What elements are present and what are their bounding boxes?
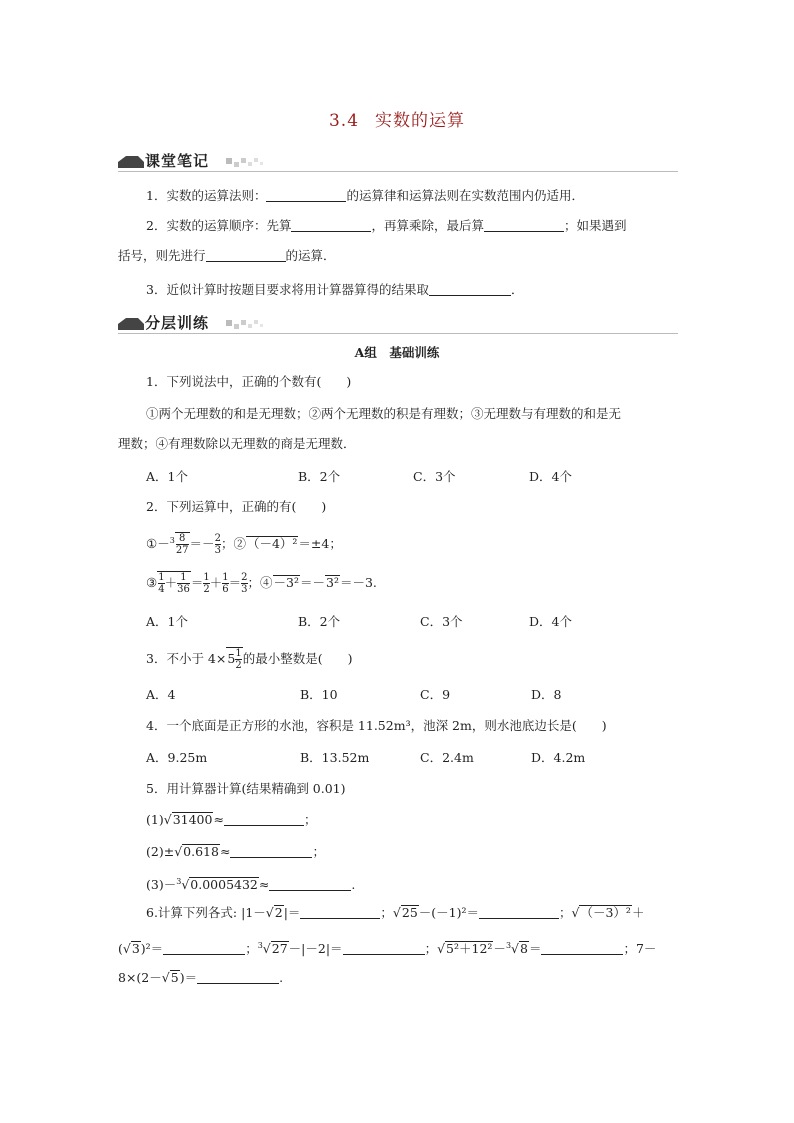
section-header-notes xyxy=(118,148,678,172)
section-label-practice: 分层训练 xyxy=(145,314,210,332)
answer-blank[interactable] xyxy=(291,217,371,232)
q2-option-d[interactable]: D．4个 xyxy=(529,614,572,629)
answer-blank[interactable] xyxy=(163,940,245,955)
q5-part-2: (2)±√0.618≈ ； xyxy=(146,844,325,859)
q4-option-d[interactable]: D．4.2m xyxy=(531,750,586,765)
section-header-practice xyxy=(118,310,678,334)
answer-blank[interactable] xyxy=(266,187,346,202)
page-title xyxy=(0,106,794,131)
q1-option-c[interactable]: C．3个 xyxy=(413,469,456,484)
question-6-cont-2: 8×(2－√5)＝ . xyxy=(118,970,284,985)
note-3-text-a: 3．近似计算时按题目要求将用计算器算得的结果取 xyxy=(146,282,429,297)
section-divider xyxy=(118,333,678,334)
q5-1-radicand: 31400 xyxy=(172,812,213,827)
note-2 xyxy=(146,216,627,236)
question-4: 4．一个底面是正方形的水池，容积是 11.52m³，池深 2m，则水池底边长是( ) xyxy=(146,718,607,733)
q4-option-c[interactable]: C．2.4m xyxy=(420,750,474,765)
section-banner-decoration xyxy=(118,310,266,332)
note-1 xyxy=(146,186,584,206)
section-banner-decoration xyxy=(118,148,266,170)
section-divider xyxy=(118,171,678,172)
q5-3-label: (3)－ xyxy=(146,877,177,893)
q5-part-1: (1)√31400≈ ； xyxy=(146,812,317,827)
q2-option-c[interactable]: C．3个 xyxy=(420,614,463,629)
note-2-cont xyxy=(118,246,336,266)
question-1-statements: ①两个无理数的和是无理数；②两个无理数的积是有理数；③无理数与有理数的和是无 xyxy=(146,406,622,421)
answer-blank[interactable] xyxy=(484,217,564,232)
answer-blank[interactable] xyxy=(479,904,559,919)
note-2-text-a: 2．实数的运算顺序：先算 xyxy=(146,218,292,233)
note-1-text-b: 的运算律和运算法则在实数范围内仍适用． xyxy=(346,188,584,203)
answer-blank[interactable] xyxy=(197,969,279,984)
q5-2-label: (2)± xyxy=(146,844,175,859)
q1-option-a[interactable]: A．1个 xyxy=(146,469,188,484)
q1-option-b[interactable]: B．2个 xyxy=(298,469,341,484)
q2-option-a[interactable]: A．1个 xyxy=(146,614,188,629)
note-3 xyxy=(146,280,523,300)
question-5: 5．用计算器计算(结果精确到 0.01) xyxy=(146,781,346,796)
q1-option-d[interactable]: D．4个 xyxy=(529,469,572,484)
question-3: 3．不小于 4×5 $\frac{1}{2}$ 的最小整数是( ) xyxy=(146,648,353,671)
answer-blank[interactable] xyxy=(429,281,511,296)
note-2-text-c: ；如果遇到 xyxy=(563,218,627,233)
answer-blank[interactable] xyxy=(343,940,425,955)
note-1-text-a: 1．实数的运算法则： xyxy=(146,188,267,203)
q3-option-d[interactable]: D．8 xyxy=(531,687,562,702)
q3-text-b: 的最小整数是( ) xyxy=(242,651,353,666)
group-heading: A组 基础训练 xyxy=(354,345,440,360)
answer-blank[interactable] xyxy=(300,904,380,919)
q2-option-b[interactable]: B．2个 xyxy=(298,614,341,629)
section-number: 3.4 xyxy=(328,111,360,131)
q5-part-3: (3)－$^3$√0.0005432≈ . xyxy=(146,877,356,893)
q3-option-b[interactable]: B．10 xyxy=(300,687,338,702)
question-6-cont-1: (√3)²＝ ；$^3$√27－|－2|＝ ；√5²＋12²－$^3$√8＝ ；7－ xyxy=(118,941,657,957)
answer-blank[interactable] xyxy=(230,843,312,858)
question-1: 1．下列说法中，正确的个数有( ) xyxy=(146,374,352,389)
q4-option-a[interactable]: A．9.25m xyxy=(146,750,208,765)
question-1-statements-cont: 理数；④有理数除以无理数的商是无理数． xyxy=(118,436,356,451)
q3-option-c[interactable]: C．9 xyxy=(420,687,451,702)
q3-text-a: 3．不小于 4× xyxy=(146,651,227,666)
answer-blank[interactable] xyxy=(224,811,304,826)
answer-blank[interactable] xyxy=(206,247,286,262)
q5-3-radicand: 0.0005432 xyxy=(190,877,258,893)
q2-expression-1: ①－$^3$ $\frac{8}{27}$ ＝－ $\frac{2}{3}$ ；②（－4）²＝±4； xyxy=(146,533,342,557)
note-2-text-b: ，再算乘除，最后算 xyxy=(371,218,484,233)
question-2: 2．下列运算中，正确的有( ) xyxy=(146,499,327,514)
section-title: 实数的运算 xyxy=(375,111,466,131)
q2-expression-2: ③ $\frac{1}{4}$ ＋ $\frac{1}{36}$ ＝ $\frac{1}{2}$ ＋ $\frac{1}{6}$ ＝ $\frac{2}{3}$ ；④－3²＝－3²＝－3. xyxy=(146,572,377,595)
note-2-text-d: 括号，则先进行 xyxy=(118,248,206,263)
answer-blank[interactable] xyxy=(541,940,623,955)
answer-blank[interactable] xyxy=(269,876,351,891)
q3-option-a[interactable]: A．4 xyxy=(146,687,176,702)
q5-2-radicand: 0.618 xyxy=(183,844,219,859)
note-3-text-b: ． xyxy=(510,282,524,297)
note-2-text-e: 的运算． xyxy=(285,248,336,263)
q5-1-label: (1) xyxy=(146,812,164,827)
q6-text: 6.计算下列各式: xyxy=(146,905,238,920)
section-label-notes: 课堂笔记 xyxy=(145,152,210,170)
question-6: 6.计算下列各式: |1－√2|＝ ；√25－(－1)²＝ ；√（－3）²＋ xyxy=(146,905,645,920)
q4-option-b[interactable]: B．13.52m xyxy=(300,750,370,765)
